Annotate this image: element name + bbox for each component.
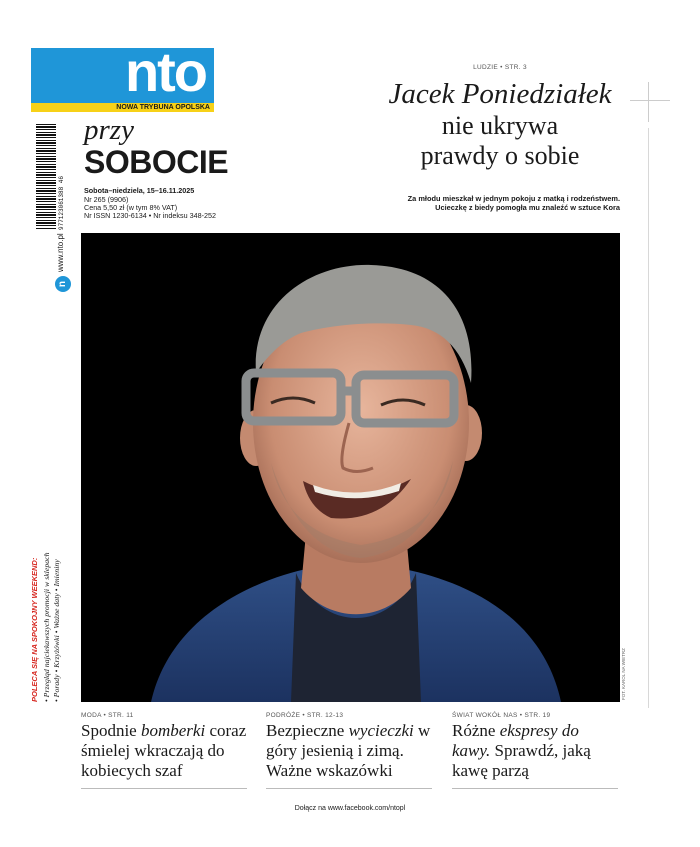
crop-mark-horizontal: [630, 100, 670, 101]
lead-kicker: LUDZIE • STR. 3: [473, 64, 527, 71]
lead-deck: [330, 194, 620, 212]
promo-item-2: • Porady • Krzyżówki • Ważne daty • Imieniny: [52, 559, 61, 702]
facebook-link[interactable]: Dołącz na www.facebook.com/ntopl: [294, 805, 406, 812]
crop-mark-vertical: [648, 82, 649, 122]
teaser-fashion[interactable]: [81, 712, 249, 781]
teaser-coffee[interactable]: [452, 712, 620, 781]
issue-number: Nr 265 (9906): [84, 195, 129, 204]
nto-logo[interactable]: [31, 40, 214, 111]
promo-item-1: • Przegląd najciekawszych promocji w sklepach: [42, 552, 51, 702]
logo-subtitle: NOWA TRYBUNA OPOLSKA: [116, 104, 210, 111]
lead-headline-line2: prawdy o sobie: [420, 141, 580, 170]
promo-items: [42, 548, 62, 702]
teaser-rule: [81, 788, 247, 789]
teaser-rule: [452, 788, 618, 789]
teaser-kicker: ŚWIAT WOKÓŁ NAS • STR. 19: [452, 712, 551, 719]
issue-price: Cena 5,50 zł (w tym 8% VAT): [84, 203, 178, 212]
cover-photo[interactable]: [81, 233, 620, 702]
issue-date: Sobota–niedziela, 15–16.11.2025: [84, 186, 195, 195]
lead-headline-line1: nie ukrywa: [441, 111, 559, 140]
barcode: [36, 124, 66, 230]
teaser-travel[interactable]: [266, 712, 434, 781]
lead-deck-line1: Za młodu mieszkał w jednym pokoju z matką i rodzeństwem.: [407, 194, 620, 203]
lead-deck-line2: Ucieczkę z biedy pomogła mu znaleźć w sztuce Kora: [435, 203, 620, 212]
weekend-promo: [28, 548, 68, 702]
teaser-headline: Spodnie bomberki coraz śmielej wkraczają do kobiecych szaf: [81, 721, 247, 780]
barcode-bars: [36, 124, 56, 230]
lead-headline-name[interactable]: Jacek Poniedziałek: [388, 78, 612, 110]
lead-headline[interactable]: [380, 111, 620, 171]
issue-issn: Nr ISSN 1230-6134 • Nr indeksu 348-252: [84, 211, 216, 220]
teaser-rule: [266, 788, 432, 789]
barcode-digits: 977123061388 46: [58, 175, 65, 230]
portrait-illustration: [81, 233, 620, 702]
photo-credit: FOT. KAROL NA WIETRZ: [621, 648, 626, 700]
teaser-kicker: MODA • STR. 11: [81, 712, 134, 719]
supplement-title-przy: przy: [84, 114, 134, 146]
teaser-headline: Różne ekspresy do kawy. Sprawdź, jaką kawę parzą: [452, 721, 591, 780]
teaser-kicker: PODRÓŻE • STR. 12-13: [266, 712, 344, 719]
supplement-title-sobocie: SOBOCIE: [84, 144, 229, 180]
logo-word: nto: [124, 40, 206, 103]
logo-subtitle-strip: [31, 103, 214, 112]
teaser-headline: Bezpieczne wycieczki w góry jesienią i zimą. Ważne wskazówki: [266, 721, 431, 780]
promo-title: POLECA SIĘ NA SPOKOJNY WEEKEND:: [30, 557, 39, 702]
website-link[interactable]: www.nto.pl: [56, 233, 65, 272]
margin-line: [648, 128, 649, 708]
nto-n-icon: n: [55, 276, 71, 292]
